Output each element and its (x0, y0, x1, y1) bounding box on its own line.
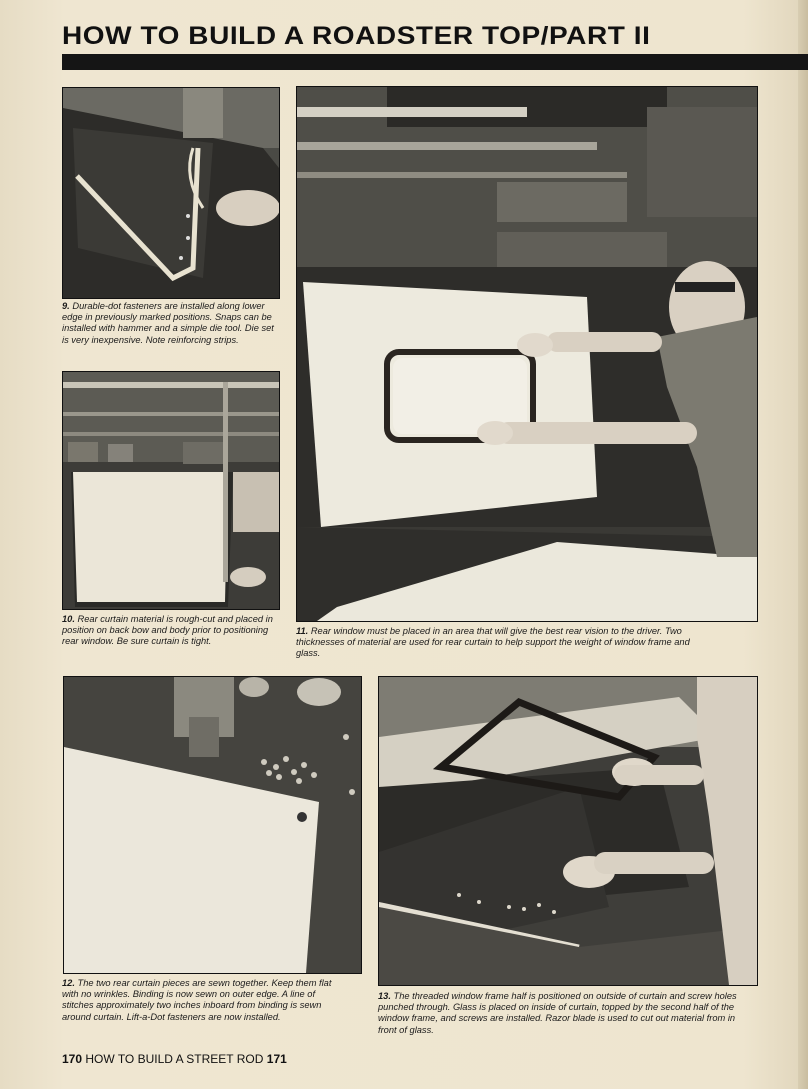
photo-12-image (64, 677, 361, 973)
photo-13-image (379, 677, 757, 985)
caption-13-text: The threaded window frame half is positioned on outside of curtain and screw holes punched through. Glass is placed on inside of curtain, topped by the second half of the window frame, and screws are installed. Razor blade is used to cut out material from in front of glass. (378, 991, 737, 1035)
caption-13-number: 13. (378, 991, 391, 1001)
page-title: HOW TO BUILD A ROADSTER TOP/PART II (62, 22, 651, 50)
caption-11-number: 11. (296, 626, 309, 636)
caption-12-number: 12. (62, 978, 75, 988)
photo-11 (296, 86, 758, 622)
page-footer (62, 1052, 287, 1066)
caption-10 (62, 614, 280, 648)
page-edge-shadow (798, 0, 808, 1089)
photo-10 (62, 371, 280, 610)
footer-book-title: HOW TO BUILD A STREET ROD (85, 1052, 264, 1066)
caption-9-number: 9. (62, 301, 70, 311)
photo-9 (62, 87, 280, 299)
caption-10-number: 10. (62, 614, 75, 624)
caption-12 (62, 978, 342, 1023)
footer-left-page-number: 170 (62, 1052, 83, 1066)
caption-11-text: Rear window must be placed in an area that will give the best rear vision to the driver. Two thicknesses of material are used for rear curtain to help support the weight of window frame and glass. (296, 626, 690, 659)
photo-12 (63, 676, 362, 974)
caption-10-text: Rear curtain material is rough-cut and placed in position on back bow and body prior to positioning rear window. Be sure curtain is tight. (62, 614, 273, 647)
caption-9-text: Durable-dot fasteners are installed along lower edge in previously marked positions. Snaps can be installed with hammer and a simple die tool. Die set is very inexpensive. Note reinforcing strips. (62, 301, 274, 345)
title-rule (62, 54, 808, 70)
footer-right-page-number: 171 (266, 1052, 287, 1066)
photo-10-image (63, 372, 279, 609)
photo-13 (378, 676, 758, 986)
caption-11 (296, 626, 716, 660)
caption-9 (62, 301, 280, 346)
caption-13 (378, 991, 748, 1036)
photo-9-image (63, 88, 279, 298)
photo-11-image (297, 87, 757, 621)
caption-12-text: The two rear curtain pieces are sewn together. Keep them flat with no wrinkles. Binding is now sewn on outer edge. A line of stitches approximately two inches inboard from binding is sewn around curtain. Lift-a-Dot fasteners are now installed. (62, 978, 332, 1022)
